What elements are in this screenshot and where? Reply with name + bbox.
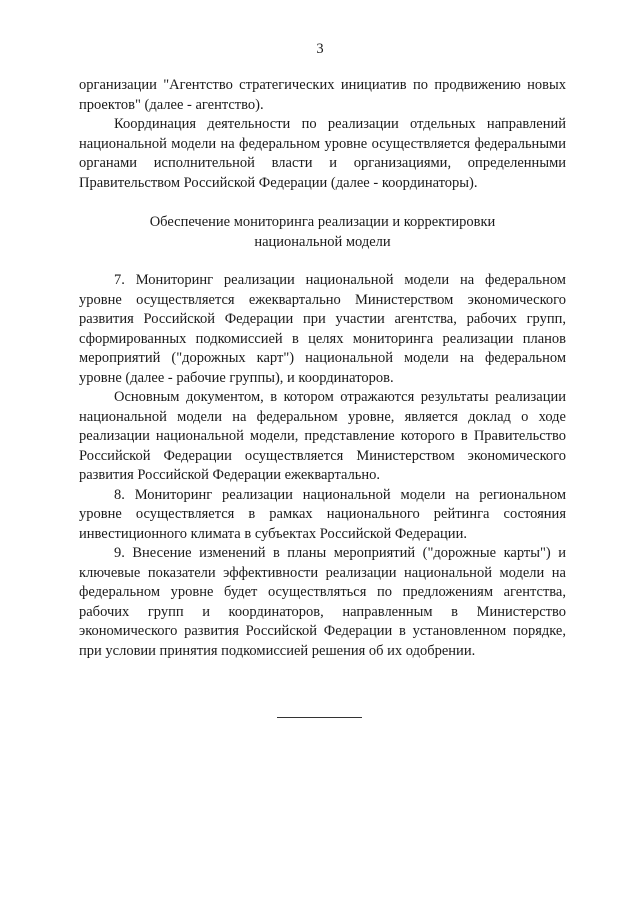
end-of-document-rule [277,717,362,718]
paragraph-item-7-report: Основным документом, в котором отражаются результаты реализации национальной модели на федеральном уровне, является доклад о ходе реализации национальной модели, представление которого в Правительство Российской Федерации осуществляется Министерством экономического развития Российской Федерации ежеквартально. [79,389,566,483]
paragraph-agency-definition: организации "Агентство стратегических инициатив по продвижению новых проектов" (далее - агентство). [79,77,566,113]
page-number: 3 [316,41,324,57]
document-body [79,76,566,661]
section-heading: Обеспечение мониторинга реализации и корректировки национальной модели [149,214,496,250]
paragraph-item-7: 7. Мониторинг реализации национальной модели на федеральном уровне осуществляется ежеквартально Министерством экономического развития Российской Федерации при участии агентства, рабочих групп, сформированных подкомиссией в целях мониторинга реализации планов мероприятий ("дорожных карт") национальной модели на федеральном уровне (далее - рабочие группы), и координаторов. [79,272,566,386]
paragraph-item-8: 8. Мониторинг реализации национальной модели на региональном уровне осуществляется в рамках национального рейтинга состояния инвестиционного климата в субъектах Российской Федерации. [79,486,566,542]
paragraph-item-9: 9. Внесение изменений в планы мероприятий ("дорожные карты") и ключевые показатели эффективности реализации национальной модели на федеральном уровне будет осуществляться по предложениям агентства, рабочих групп и координаторов, направленным в Министерство экономического развития Российской Федерации в установленном порядке, при условии принятия подкомиссией решения об их одобрении. [79,545,566,659]
paragraph-coordinators: Координация деятельности по реализации отдельных направлений национальной модели на федеральном уровне осуществляется федеральными органами исполнительной власти и организациями, определенными Правительством Российской Федерации (далее - координаторы). [79,116,566,191]
